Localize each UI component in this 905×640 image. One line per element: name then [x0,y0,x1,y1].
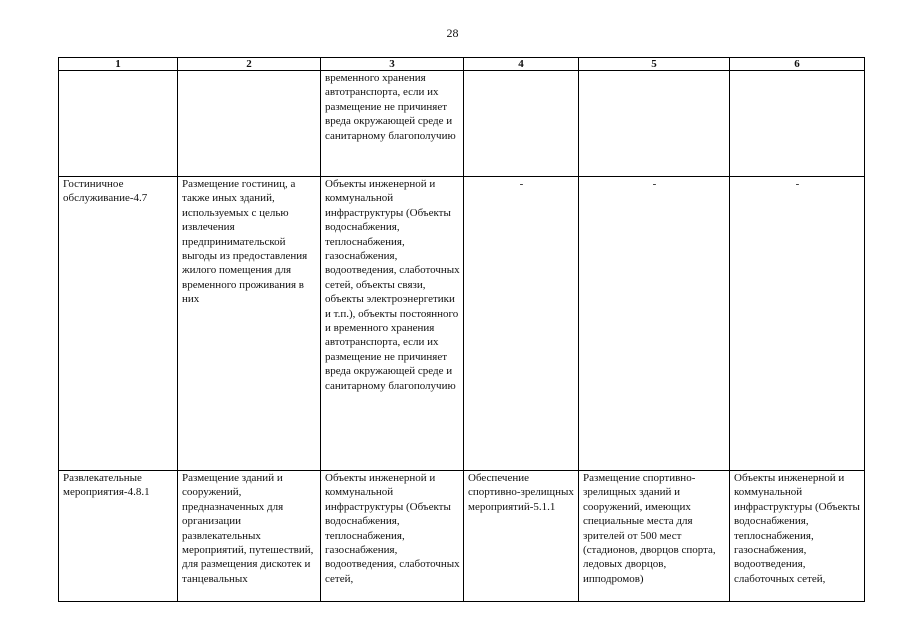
table-row [59,177,865,471]
table-cell: - [464,177,579,471]
column-header: 4 [464,58,579,71]
table-cell: - [730,177,865,471]
zoning-table [58,57,865,602]
table-cell: Объекты инженерной и коммунальной инфраструктуры (Объекты водоснабжения, теплоснабжения, газоснабжения, водоотведения, слаботочных сетей, [730,471,865,602]
column-header: 3 [321,58,464,71]
table-cell [178,71,321,177]
table-cell: временного хранения автотранспорта, если их размещение не причиняет вреда окружающей среде и санитарному благополучию [321,71,464,177]
table-cell: Размещение гостиниц, а также иных зданий, используемых с целью извлечения предпринимательской выгоды из предоставления жилого помещения для временного проживания в них [178,177,321,471]
table-cell: Объекты инженерной и коммунальной инфраструктуры (Объекты водоснабжения, теплоснабжения, газоснабжения, водоотведения, слаботочных сетей, объекты связи, объекты электроэнергетики и т.п.), объекты постоянного и временного хранения автотранспорта, если их размещение не причиняет вреда окружающей среде и санитарному благополучию [321,177,464,471]
table-cell: Развлекательные мероприятия-4.8.1 [59,471,178,602]
table-row [59,471,865,602]
table-row [59,71,865,177]
table-cell: Размещение спортивно-зрелищных зданий и сооружений, имеющих специальные места для зрителей от 500 мест (стадионов, дворцов спорта, ледовых дворцов, ипподромов) [579,471,730,602]
table-cell: Гостиничное обслуживание-4.7 [59,177,178,471]
table-cell [464,71,579,177]
header-row [59,58,865,71]
table-cell: Размещение зданий и сооружений, предназначенных для организации развлекательных мероприятий, путешествий, для размещения дискотек и танцевальных [178,471,321,602]
table-cell [730,71,865,177]
table-cell: Объекты инженерной и коммунальной инфраструктуры (Объекты водоснабжения, теплоснабжения, газоснабжения, водоотведения, слаботочных сетей, [321,471,464,602]
table-cell: - [579,177,730,471]
column-header: 6 [730,58,865,71]
column-header: 1 [59,58,178,71]
column-header: 2 [178,58,321,71]
table-cell [59,71,178,177]
table-cell [579,71,730,177]
table-cell: Обеспечение спортивно-зрелищных мероприятий-5.1.1 [464,471,579,602]
column-header: 5 [579,58,730,71]
page-number: 28 [446,26,459,40]
